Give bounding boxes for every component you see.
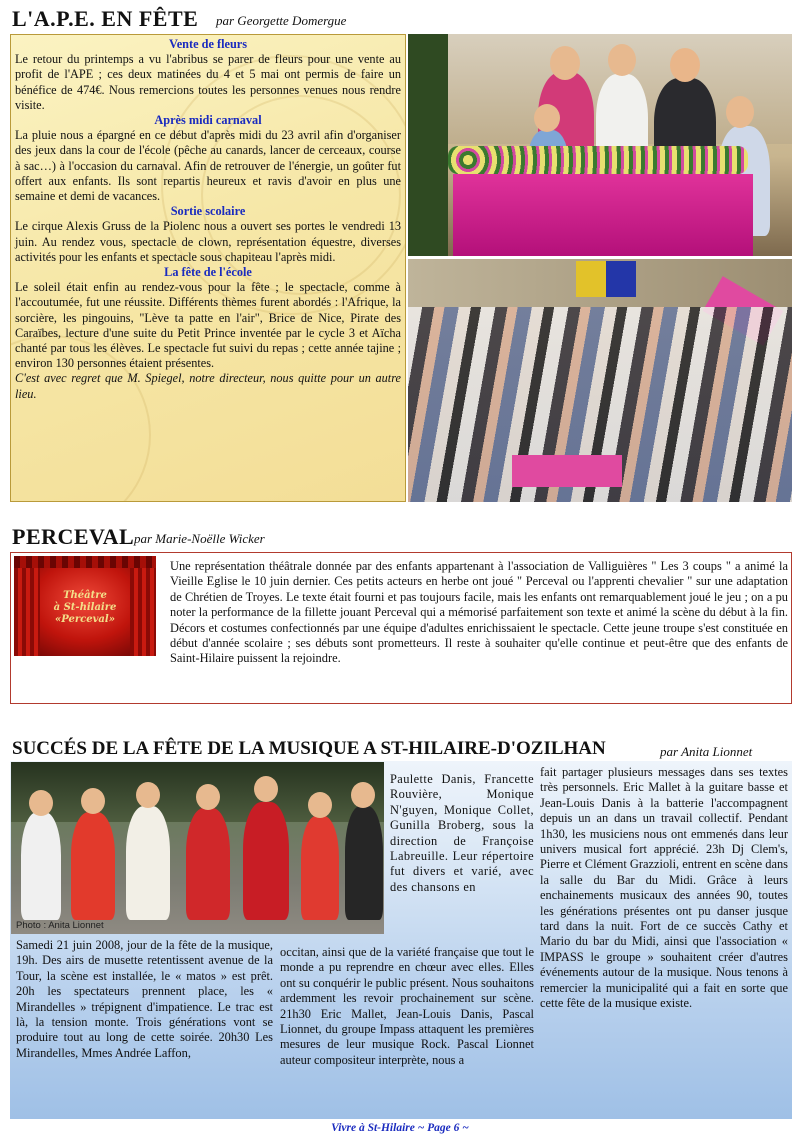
ape-heading-school-party: La fête de l'école — [164, 265, 252, 280]
photo-credit: Photo : Anita Lionnet — [16, 920, 104, 931]
ape-paragraph-school-party: Le soleil était enfin au rendez-vous pour la fête ; le spectacle, comme à l'accoutumée, fut une réussite. Différents thèmes furent abordés : l'Afrique, la sorcière, les pingouins, "Lève ta patte en l'air", Brice de Nice, Pirate des Caraïbes, lecture d'une suite du Petit Prince inventée par le cycle 3 et Aïcha chanté par tous les élèves. Le spectacle fut suivi du repas ; cette année tajine ; environ 130 personnes étaient présentes. — [15, 280, 401, 371]
flower-sale-photo — [408, 34, 792, 256]
perceval-byline: par Marie-Noëlle Wicker — [134, 531, 265, 546]
music-column-left: Samedi 21 juin 2008, jour de la fête de la musique, 19h. Des airs de musette retentissent avenue de la Tour, la scène est installée, le « matos » est prêt. 20h les spectateurs prennent place, les « Mirandelles » trépignent d'impatience. Le trac est là, la tension monte. Trois générations vont se produire tout au long de cette soirée. 20h30 Les Mirandelles, Mmes Andrée Laffon, — [16, 938, 273, 1060]
music-byline: par Anita Lionnet — [660, 744, 753, 759]
ape-byline: par Georgette Domergue — [216, 13, 347, 28]
perceval-title: PERCEVAL — [12, 524, 135, 549]
music-column-middle-bottom: occitan, ainsi que de la variété française que tout le monde a pu reprendre en chœur avec elles. Elles ont su conquérir le public présent. Nous souhaitons ardemment les revoir prochainement sur scène. 21h30 Eric Mallet, Jean-Louis Danis, Pascal Lionnet, du groupe Impass attaquent les premières mesures de leur musique Rock. Pascal Lionnet auteur compositeur interprète, nous a — [280, 945, 534, 1067]
music-column-right: fait partager plusieurs messages dans ses textes très personnels. Eric Mallet à la guitare basse et Jean-Louis Danis à la batterie l'accompagnent depuis un an dans un travail collectif. Pendant 1h30, les musiciens nous ont emmenés dans leur univers musical fort apprécié. 23h Dj Clem's, Pierre et Clément Grazzioli, entrent en scène dans la salle du Bar du Midi. Grâce à leurs enchainements musicaux des années 90, toutes les générations présentes ont pu danser jusque tard dans la nuit. Fort de ce succès Cathy et Mario du bar du Midi, ainsi que l'association « IMPASS le groupe » souhaitent créer d'autres événements autour de la musique. Nous tenons à remercier la municipalité qui a fait en sorte que cette fête de la musique existe. — [540, 765, 788, 1011]
ape-paragraph-outing: Le cirque Alexis Gruss de la Piolenc nous a ouvert ses portes le vendredi 13 juin. Au rendez vous, spectacle de clown, représentation équestre, diverses activités pour les enfants et spectacle sous chapiteau l'après midi. — [15, 219, 401, 264]
perceval-body — [16, 559, 788, 667]
ape-paragraph-flowers: Le retour du printemps a vu l'abribus se parer de fleurs pour une vente au profit de l'APE ; ces deux matinées du 4 et 5 mai ont permis de faire un bénéfice de 474€. Nous remercions toutes les personnes venues nous rendre visite. — [15, 52, 401, 112]
ape-closing-note: C'est avec regret que M. Spiegel, notre directeur, nous quitte pour un autre lieu. — [15, 371, 401, 401]
school-children-photo — [408, 259, 792, 502]
page-footer: Vivre à St-Hilaire ~ Page 6 ~ — [331, 1122, 469, 1134]
perceval-paragraph: Une représentation théâtrale donnée par des enfants appartenant à l'association de Valliguières " Les 3 coups " a animé la Vieille Eglise le 10 juin dernier. Ces petits acteurs en herbe ont joué " Perceval ou l'apprenti chevalier " sur une adaptation de Chrétien de Troyes. Le texte était fourni et pas toujours facile, mais les enfants ont remarquablement joué le jeu ; on a pu noter la performance de la fillette jouant Perceval qui a mémorisé parfaitement son texte et animé la scène du début à la fin. Décors et costumes confectionnés par une équipe d'adultes enrichissaient le spectacle. Cette jeune troupe s'est constituée en début d'année scolaire ; ses débuts sont prometteurs. Il reste à souhaiter qu'elle continue et peut-être que des enfants de Saint-Hilaire puissent la rejoindre. — [170, 559, 788, 666]
ape-paragraph-carnival: La pluie nous a épargné en ce début d'après midi du 23 avril afin d'organiser des jeux dans la cour de l'école (pêche au canards, lancer de cerceaux, course à sac…) à l'occasion du carnaval. Afin de retrouver de l'énergie, un goûter fut offert aux enfants. Ils sont repartis heureux et ravis d'avoir en plus une semaine et demi de vacances. — [15, 128, 401, 204]
ape-title: L'A.P.E. EN FÊTE — [12, 6, 199, 31]
music-column-middle-top: Paulette Danis, Francette Rouvière, Monique N'guyen, Monique Collet, Gunilla Broberg, sous la direction de Françoise Labreuille. Leur répertoire fut divers et varié, avec des chansons en — [390, 772, 534, 894]
music-title: SUCCÉS DE LA FÊTE DE LA MUSIQUE A ST-HILAIRE-D'OZILHAN — [12, 738, 606, 759]
ape-article-box — [10, 34, 406, 502]
ape-heading-outing: Sortie scolaire — [170, 204, 246, 219]
choir-singers-photo — [11, 762, 384, 934]
ape-heading-flowers: Vente de fleurs — [168, 37, 248, 51]
theatre-image-caption: Théâtre à St-hilaire «Perceval» — [53, 590, 117, 625]
ape-heading-carnival: Après midi carnaval — [154, 113, 262, 128]
